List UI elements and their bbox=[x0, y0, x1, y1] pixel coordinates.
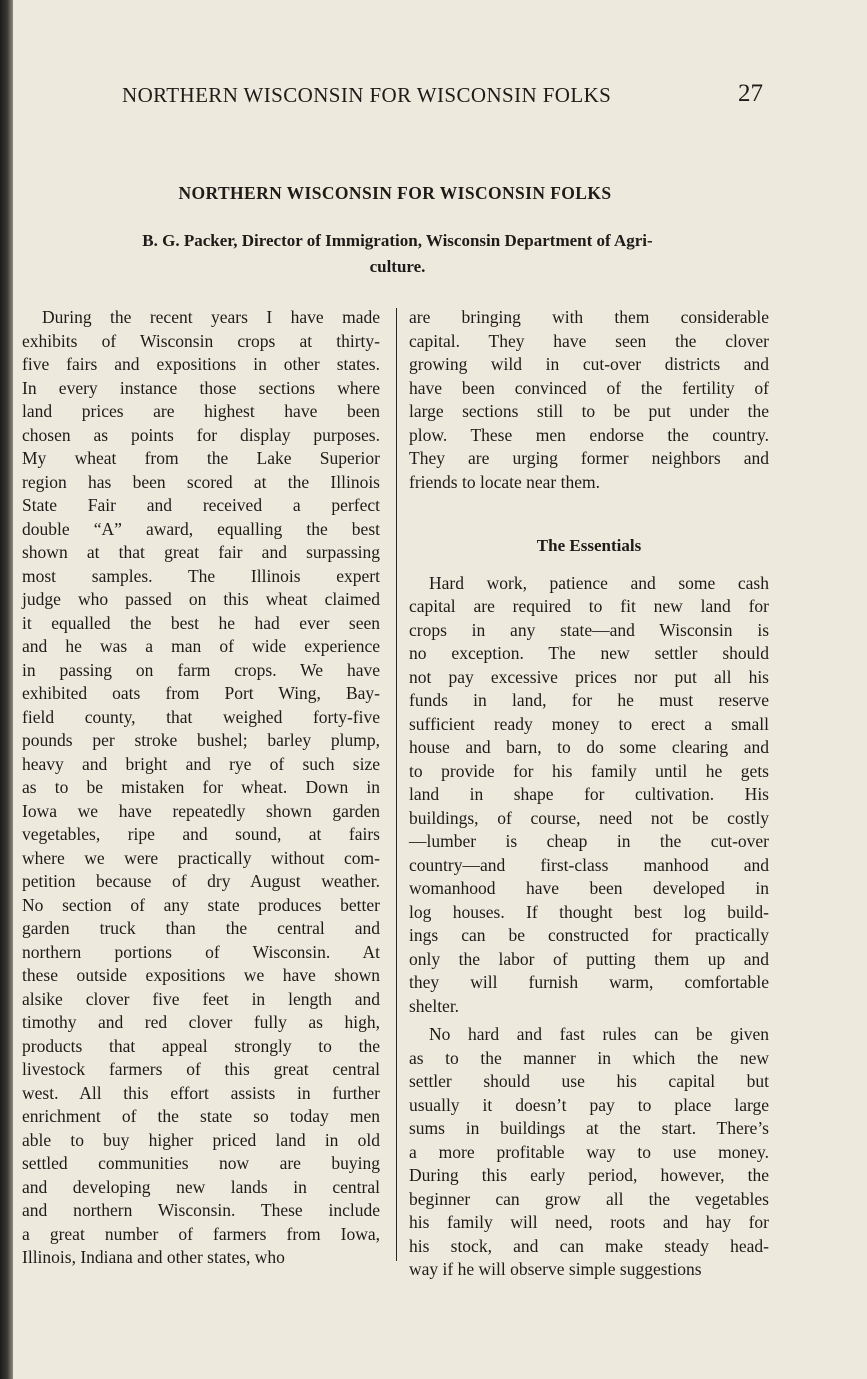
text-line: where we were practically without com- bbox=[22, 847, 380, 868]
text-line: No section of any state produces better bbox=[22, 894, 380, 915]
paragraph bbox=[409, 1023, 769, 1282]
text-line: —lumber is cheap in the cut-over bbox=[409, 831, 769, 851]
text-line: womanhood have been developed in bbox=[409, 878, 769, 898]
text-line: buildings, of course, need not be costly bbox=[409, 807, 769, 828]
text-line: and developing new lands in central bbox=[22, 1176, 380, 1197]
text-line: sufficient ready money to erect a small bbox=[409, 713, 769, 734]
byline bbox=[25, 228, 770, 280]
text-line: have been convinced of the fertility of bbox=[409, 377, 769, 398]
text-line: log houses. If thought best log build- bbox=[409, 901, 769, 922]
paragraph-continued bbox=[409, 306, 769, 494]
text-line: settler should use his capital but bbox=[409, 1071, 769, 1091]
text-line: able to buy higher priced land in old bbox=[22, 1129, 380, 1150]
text-line: in passing on farm crops. We have bbox=[22, 659, 380, 680]
text-line: pounds per stroke bushel; barley plump, bbox=[22, 730, 380, 750]
text-line: shelter. bbox=[409, 995, 460, 1016]
text-line: land prices are highest have been bbox=[22, 401, 380, 421]
text-line: chosen as points for display purposes. bbox=[22, 424, 380, 445]
text-line: and northern Wisconsin. These include bbox=[22, 1200, 380, 1220]
text-line: garden truck than the central and bbox=[22, 918, 380, 938]
text-line: judge who passed on this wheat claimed bbox=[22, 589, 380, 609]
text-line: capital are required to fit new land for bbox=[409, 596, 769, 616]
byline-line: culture. bbox=[369, 257, 426, 276]
text-line: funds in land, for he must reserve bbox=[409, 690, 769, 710]
text-line: as to the manner in which the new bbox=[409, 1047, 769, 1068]
text-line: most samples. The Illinois expert bbox=[22, 565, 380, 586]
text-line: region has been scored at the Illinois bbox=[22, 471, 380, 492]
text-line: friends to locate near them. bbox=[409, 471, 600, 492]
text-line: a more profitable way to use money. bbox=[409, 1141, 769, 1162]
byline-line: B. G. Packer, Director of Immigration, Wisconsin Department of Agri- bbox=[142, 231, 653, 250]
text-line: to provide for his family until he gets bbox=[409, 760, 769, 781]
text-line: land in shape for cultivation. His bbox=[409, 784, 769, 804]
text-line: In every instance those sections where bbox=[22, 377, 380, 398]
text-line: products that appeal strongly to the bbox=[22, 1035, 380, 1056]
text-line: crops in any state—and Wisconsin is bbox=[409, 619, 769, 640]
text-line: and he was a man of wide experience bbox=[22, 636, 380, 656]
text-line: petition because of dry August weather. bbox=[22, 871, 380, 891]
text-line: not pay excessive prices nor put all his bbox=[409, 666, 769, 687]
article-title: NORTHERN WISCONSIN FOR WISCONSIN FOLKS bbox=[178, 183, 612, 203]
text-line: No hard and fast rules can be given bbox=[429, 1024, 769, 1044]
text-line: enrichment of the state so today men bbox=[22, 1106, 380, 1126]
text-line: field county, that weighed forty-five bbox=[22, 706, 380, 727]
text-line: house and barn, to do some clearing and bbox=[409, 737, 769, 757]
text-line: it equalled the best he had ever seen bbox=[22, 612, 380, 633]
text-line: only the labor of putting them up and bbox=[409, 948, 769, 969]
text-line: they will furnish warm, comfortable bbox=[409, 972, 769, 992]
text-line: exhibits of Wisconsin crops at thirty- bbox=[22, 330, 380, 351]
text-line: sums in buildings at the start. There’s bbox=[409, 1118, 769, 1138]
text-line: his family will need, roots and hay for bbox=[409, 1212, 769, 1232]
right-column bbox=[409, 306, 769, 1282]
text-line: no exception. The new settler should bbox=[409, 643, 769, 663]
text-line: State Fair and received a perfect bbox=[22, 495, 380, 515]
text-line: beginner can grow all the vegetables bbox=[409, 1188, 769, 1209]
text-line: as to be mistaken for wheat. Down in bbox=[22, 777, 380, 797]
text-line: ings can be constructed for practically bbox=[409, 925, 769, 945]
book-binding-edge bbox=[0, 0, 13, 1379]
text-line: way if he will observe simple suggestions bbox=[409, 1259, 702, 1279]
text-line: capital. They have seen the clover bbox=[409, 330, 769, 351]
text-line: these outside expositions we have shown bbox=[22, 965, 380, 985]
running-head: NORTHERN WISCONSIN FOR WISCONSIN FOLKS bbox=[122, 83, 612, 107]
text-line: are bringing with them considerable bbox=[409, 307, 769, 327]
text-line: west. All this effort assists in further bbox=[22, 1082, 380, 1103]
text-line: his stock, and can make steady head- bbox=[409, 1235, 769, 1256]
text-line: large sections still to be put under the bbox=[409, 401, 769, 421]
text-line: double “A” award, equalling the best bbox=[22, 518, 380, 539]
text-line: They are urging former neighbors and bbox=[409, 448, 769, 468]
text-line: a great number of farmers from Iowa, bbox=[22, 1223, 380, 1244]
text-line: vegetables, ripe and sound, at fairs bbox=[22, 824, 380, 844]
text-line: Hard work, patience and some cash bbox=[429, 572, 769, 593]
text-line: shown at that great fair and surpassing bbox=[22, 542, 380, 562]
section-heading: The Essentials bbox=[536, 536, 642, 555]
text-line: Iowa we have repeatedly shown garden bbox=[22, 800, 380, 821]
text-line: country—and first-class manhood and bbox=[409, 854, 769, 875]
left-column bbox=[22, 306, 380, 1270]
text-line: My wheat from the Lake Superior bbox=[22, 448, 380, 468]
text-line: Illinois, Indiana and other states, who bbox=[22, 1247, 285, 1267]
text-line: livestock farmers of this great central bbox=[22, 1059, 380, 1079]
text-line: growing wild in cut-over districts and bbox=[409, 354, 769, 374]
text-line: usually it doesn’t pay to place large bbox=[409, 1094, 769, 1115]
paragraph bbox=[409, 572, 769, 1019]
column-divider bbox=[396, 308, 397, 1261]
text-line: During this early period, however, the bbox=[409, 1165, 769, 1185]
text-line: During the recent years I have made bbox=[42, 307, 380, 327]
page-number: 27 bbox=[738, 80, 763, 107]
text-line: timothy and red clover fully as high, bbox=[22, 1012, 380, 1032]
text-line: five fairs and expositions in other states. bbox=[22, 354, 380, 374]
text-line: plow. These men endorse the country. bbox=[409, 424, 769, 445]
text-line: exhibited oats from Port Wing, Bay- bbox=[22, 683, 380, 703]
text-line: heavy and bright and rye of such size bbox=[22, 753, 380, 774]
text-line: settled communities now are buying bbox=[22, 1153, 380, 1173]
text-line: alsike clover five feet in length and bbox=[22, 988, 380, 1009]
text-line: northern portions of Wisconsin. At bbox=[22, 941, 380, 962]
